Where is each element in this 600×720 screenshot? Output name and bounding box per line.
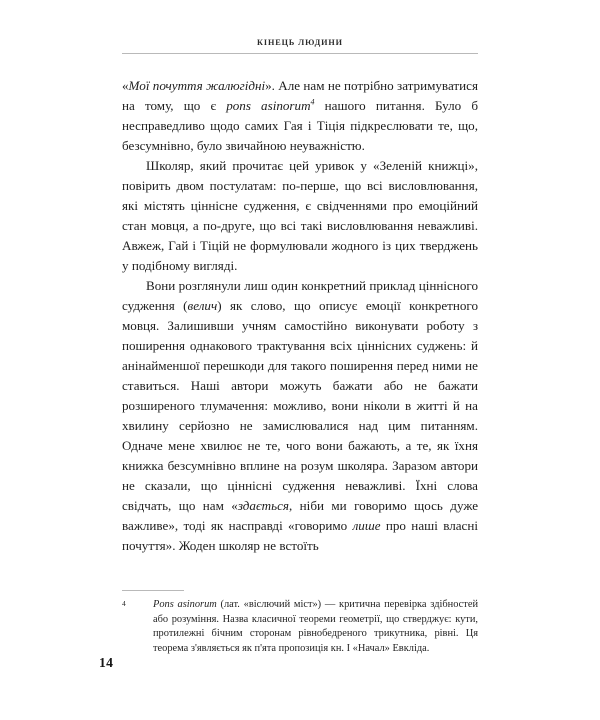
emphasis-text: здається (237, 498, 289, 513)
paragraph-2 (122, 156, 478, 276)
running-head-title: КІНЕЦЬ ЛЮДИНИ (257, 38, 343, 47)
text-run: нашого питання. Було б несправедливо щодо самих Гая і Тіція підкреслювати те, що, безсумнівно, було звичайною неуважністю. (122, 98, 479, 153)
text-run: ) як слово, що описує емоції конкретного мовця. Залишивши учням самостійно виконувати роботу з поширення однакового трактування всіх ціннісних суджень: й анінайменшої перешкоди для такого поширення перед ними не ставиться. Наші автори можуть бажати або не бажати розширеного тлумачення: можливо, вони ніколи в житті й на хвилину серйозно не замислювалися над цим питанням. Одначе мене хвилює не те, чого вони бажають, а те, як їхня книжка безсумнівно вплине на розум школяра. Заразом автори не сказали, що ціннісні судження неважливі. Їхні слова свідчать, що нам « (122, 298, 478, 513)
footnote-block (122, 590, 478, 656)
footnote-marker: 4 (122, 599, 126, 608)
running-head-divider (122, 53, 478, 54)
text-run: (лат. «віслючий міст») — критична перевірка здібностей або розуміння. Назва класичної теореми геометрії, що стверджує: кути, протилежні бічним сторонам рівнобедреного трикутника, рівні. Ця теорема з'являється як п'ята пропозиція кн. І «Начал» Евкліда. (153, 599, 479, 654)
text-run: « (122, 78, 129, 93)
body-text-column (122, 76, 478, 556)
emphasis-text: pons asinorum (226, 98, 311, 113)
emphasis-text: Pons asinorum (153, 599, 217, 610)
footnote-divider (122, 590, 184, 591)
text-run: Школяр, який прочитає цей уривок у «Зеленій книжці», повірить двом постулатам: по-перше, що всі висловлювання, які містять ціннісне судження, є свідченнями про емоційний стан мовця, а по-друге, що всі такі висловлювання неважливі. Авжеж, Гай і Тіцій не формулювали жодного із цих тверджень у подібному вигляді. (122, 158, 478, 273)
emphasis-text: Мої почуття жалюгідні (128, 78, 266, 93)
text-run: про наші власні почуття». Жоден школяр не встоїть (122, 518, 479, 553)
paragraph-3 (122, 276, 478, 556)
paragraph-1 (122, 76, 478, 156)
text-run: , ніби ми говоримо щось дуже важливе», тоді як насправді «говоримо (122, 498, 479, 533)
text-run: ». Але нам не потрібно затримуватися на тому, що є (122, 78, 478, 113)
emphasis-text: велич (187, 298, 218, 313)
page-number: 14 (99, 655, 114, 670)
emphasis-text: лише (352, 518, 381, 533)
footnote-reference[interactable]: 4 (310, 97, 315, 107)
running-head-area (122, 38, 478, 54)
text-run: Вони розглянули лиш один конкретний приклад ціннісного судження ( (122, 278, 478, 313)
footnote-text (122, 598, 478, 656)
